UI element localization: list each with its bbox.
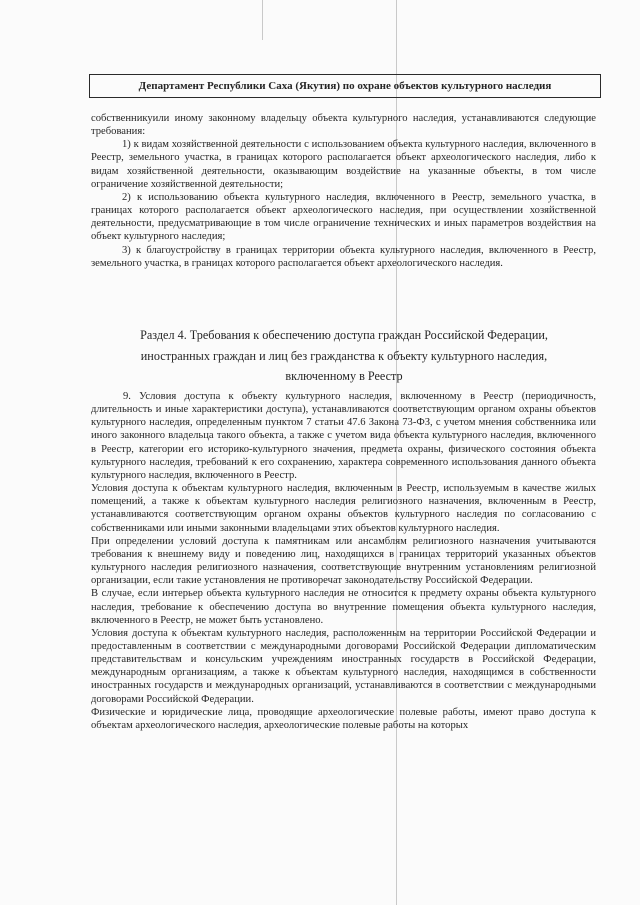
paragraph-religious-access: При определении условий доступа к памятникам или ансамблям религиозного назначения учитываются требования к внешнему виду и поведению лиц, находящихся в границах территорий указанных объектов культурного наследия религиозного назначения, соответствующие внутренним установлениям религиозной организации, если такие установления не противоречат законодательству Российской Федерации.	[91, 535, 596, 587]
paragraph-residential-access: Условия доступа к объектам культурного наследия, включенным в Реестр, используемым в качестве жилых помещений, а также к объектам культурного наследия религиозного назначения, включенным в Реестр, устанавливаются соответствующим органом охраны объектов культурного наследия по согласованию с собственниками или иными законными владельцами этих объектов культурного наследия.	[91, 483, 596, 534]
upper-text-block	[91, 112, 596, 270]
department-title: Департамент Республики Саха (Якутия) по охране объектов культурного наследия	[138, 80, 552, 92]
paragraph-archaeology: Физические и юридические лица, проводящие археологические полевые работы, имеют право доступа к объектам археологического наследия, археологические полевые работы на которых	[91, 706, 596, 731]
department-header	[89, 74, 601, 98]
requirement-item-3: 3) к благоустройству в границах территории объекта культурного наследия, включенного в Реестр, земельного участка, в границах которого располагается объект археологического наследия.	[91, 244, 596, 269]
section-heading-line-1: Раздел 4. Требования к обеспечению доступа граждан Российской Федерации,	[140, 328, 548, 342]
section-heading-line-3: включенному в Реестр	[285, 369, 403, 383]
clause-9: 9. Условия доступа к объекту культурного наследия, включенному в Реестр (периодичность, длительность и иные характеристики доступа), устанавливаются соответствующим органом охраны объектов культурного наследия, определенным пунктом 7 статьи 47.6 Закона 73-ФЗ, с учетом мнения собственника или иного законного владельца такого объекта, а также с учетом вида объекта культурного наследия, включенного в Реестр, категории его историко-культурного значения, предмета охраны, физического состояния объекта культурного наследия, требований к его сохранению, характера современного использования данного объекта культурного наследия, включенного в Реестр.	[91, 391, 596, 481]
paragraph-interior: В случае, если интерьер объекта культурного наследия не относится к предмету охраны объекта культурного наследия, требование к обеспечению доступа во внутренние помещения объекта культурного наследия, включенного в Реестр, не может быть установлено.	[91, 588, 596, 626]
scan-fold-line-top	[262, 0, 263, 40]
lower-text-block	[91, 390, 596, 732]
requirement-item-1: 1) к видам хозяйственной деятельности с использованием объекта культурного наследия, включенного в Реестр, земельного участка, в границах которого располагается объект археологического наследия, либо к видам хозяйственной деятельности, оказывающим воздействие на указанные объекты, в том числе ограничение хозяйственной деятельности;	[91, 139, 596, 190]
section-4-heading	[106, 325, 582, 387]
section-heading-line-2: иностранных граждан и лиц без гражданства к объекту культурного наследия,	[140, 348, 548, 363]
requirement-item-2: 2) к использованию объекта культурного наследия, включенного в Реестр, земельного участка, в границах которого располагается объект археологического наследия, при осуществлении хозяйственной деятельности, предусматривающие в том числе ограничение технических и иных параметров воздействия на объект культурного наследия;	[91, 191, 596, 243]
paragraph-international: Условия доступа к объектам культурного наследия, расположенным на территории Российской Федерации и предоставленным в соответствии с международными договорами Российской Федерации дипломатическим представительствам и консульским учреждениям иностранных государств в Российской Федерации, международным организациям, а также к объектам культурного наследия, находящимся в собственности иностранных государств и международных организаций, устанавливаются в соответствии с международными договорами Российской Федерации.	[91, 627, 596, 705]
paragraph-continuation: собственникуили иному законному владельцу объекта культурного наследия, устанавливаются следующие требования:	[91, 113, 596, 138]
